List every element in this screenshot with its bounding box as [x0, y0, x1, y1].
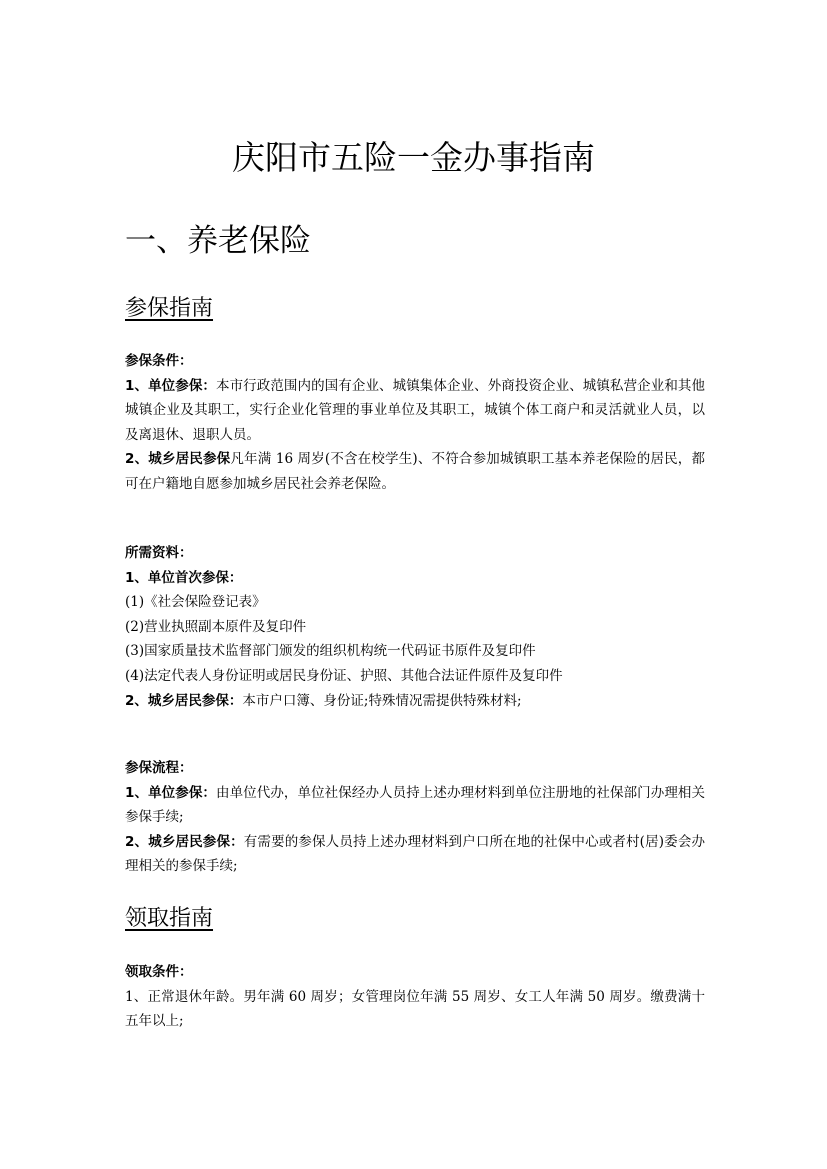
- materials-item: (3)国家质量技术监督部门颁发的组织机构统一代码证书原件及复印件: [125, 643, 536, 660]
- process-unit: [125, 781, 705, 830]
- materials-label: 所需资料：: [125, 545, 193, 561]
- process-label: 参保流程：: [125, 760, 193, 776]
- materials-resident-text: 本市户口簿、身份证;特殊情况需提供特殊材料;: [242, 692, 522, 709]
- section-heading-pension: 一、养老保险: [125, 223, 311, 259]
- process-unit-text: 由单位代办，单位社保经办人员持上述办理材料到单位注册地的社保部门办理相关参保手续;: [125, 784, 705, 826]
- subheading-enroll-guide: 参保指南: [125, 296, 214, 321]
- enroll-condition-unit-text: 本市行政范围内的国有企业、城镇集体企业、外商投资企业、城镇私营企业和其他城镇企业及其职工，实行企业化管理的事业单位及其职工，城镇个体工商户和灵活就业人员，以及离退休、退职人员。: [125, 377, 705, 443]
- claim-conditions-block: [125, 960, 705, 1034]
- enroll-conditions-block: [125, 349, 705, 497]
- enroll-condition-resident-label: 2、城乡居民参保: [125, 451, 231, 468]
- process-resident: [125, 830, 705, 879]
- enroll-condition-unit-label: 1、单位参保：: [125, 377, 216, 394]
- materials-item: (4)法定代表人身份证明或居民身份证、护照、其他合法证件原件及复印件: [125, 667, 563, 684]
- process-block: [125, 756, 705, 879]
- enroll-condition-resident: [125, 447, 705, 496]
- subheading-claim-guide: 领取指南: [125, 906, 214, 931]
- materials-resident-label: 2、城乡居民参保：: [125, 692, 243, 709]
- process-resident-label: 2、城乡居民参保：: [125, 833, 244, 850]
- enroll-condition-resident-text: 凡年满 16 周岁(不含在校学生)、不符合参加城镇职工基本养老保险的居民，都可在户籍地自愿参加城乡居民社会养老保险。: [125, 451, 705, 492]
- claim-conditions-label: 领取条件：: [125, 964, 193, 980]
- document-title: 庆阳市五险一金办事指南: [232, 138, 595, 177]
- materials-resident: [125, 689, 705, 714]
- materials-unit-label: 1、单位首次参保：: [125, 569, 243, 586]
- materials-block: [125, 541, 705, 713]
- process-resident-text: 有需要的参保人员持上述办理材料到户口所在地的社保中心或者村(居)委会办理相关的参保手续;: [125, 833, 705, 875]
- enroll-condition-unit: [125, 374, 705, 448]
- process-unit-label: 1、单位参保：: [125, 784, 216, 801]
- claim-condition-item: 1、正常退休年龄。男年满 60 周岁；女管理岗位年满 55 周岁、女工人年满 50 周岁。缴费满十五年以上;: [125, 988, 705, 1030]
- enroll-conditions-label: 参保条件：: [125, 353, 193, 369]
- materials-item: (1)《社会保险登记表》: [125, 594, 266, 611]
- materials-item: (2)营业执照副本原件及复印件: [125, 618, 307, 635]
